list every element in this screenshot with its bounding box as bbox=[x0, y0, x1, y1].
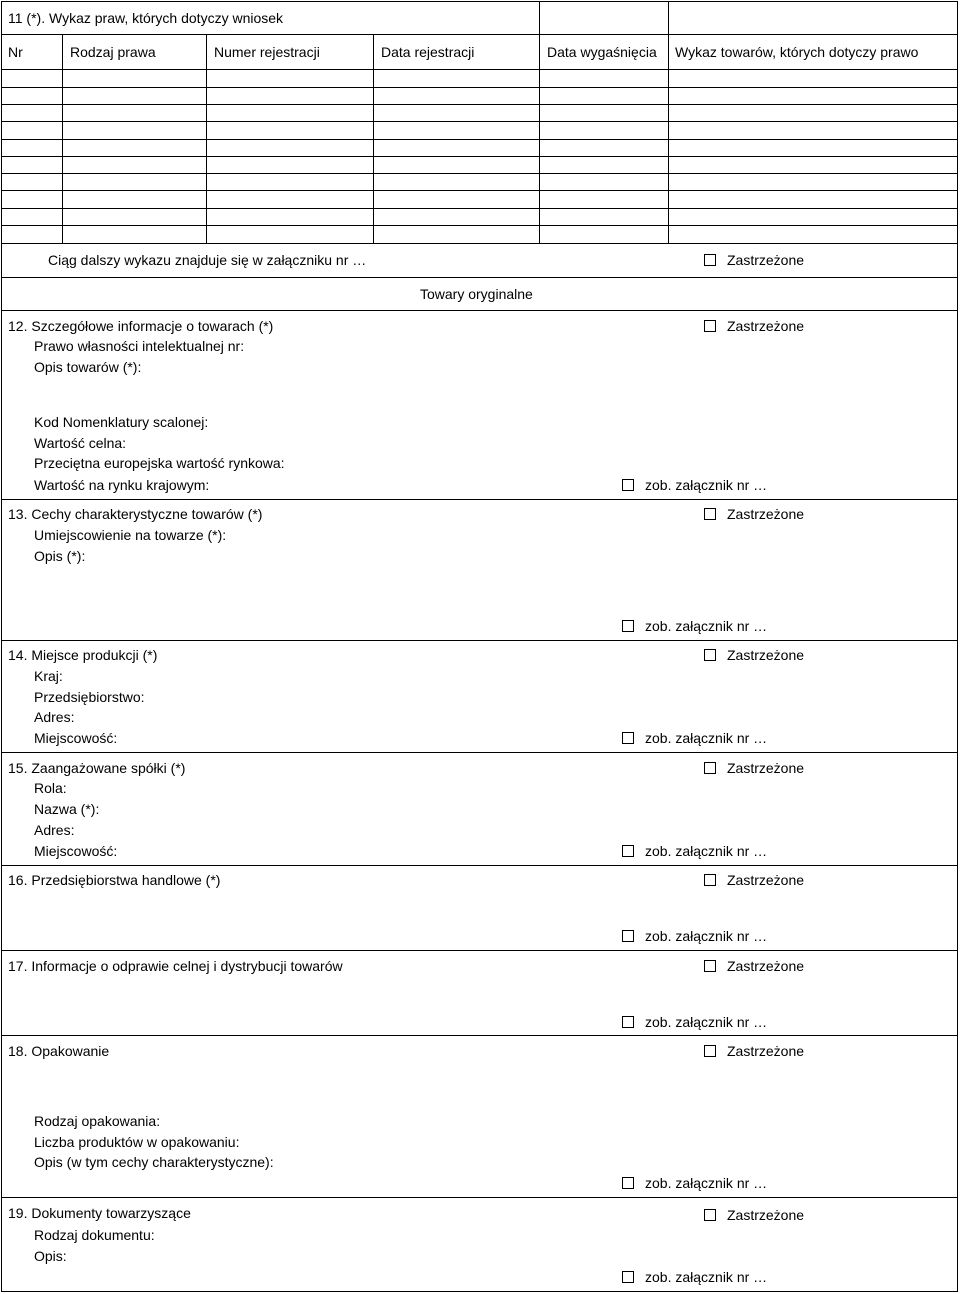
col-header-registration-date: Data rejestracji bbox=[381, 44, 475, 60]
row-line bbox=[1, 139, 958, 140]
document-description-label: Opis: bbox=[34, 1248, 67, 1264]
row-line bbox=[1, 173, 958, 174]
annex-label: zob. załącznik nr … bbox=[645, 1175, 768, 1191]
restricted-label: Zastrzeżone bbox=[727, 958, 805, 974]
annex-checkbox[interactable] bbox=[622, 1177, 634, 1189]
document-type-label: Rodzaj dokumentu: bbox=[34, 1227, 155, 1243]
divider bbox=[1, 1035, 958, 1036]
annex-label: zob. załącznik nr … bbox=[645, 730, 768, 746]
restricted-checkbox[interactable] bbox=[704, 960, 716, 972]
annex-checkbox[interactable] bbox=[622, 479, 634, 491]
form-border-right bbox=[957, 1, 958, 1292]
restricted-checkbox[interactable] bbox=[704, 874, 716, 886]
annex-checkbox[interactable] bbox=[622, 1271, 634, 1283]
packaging-description-label: Opis (w tym cechy charakterystyczne): bbox=[34, 1154, 274, 1170]
name-label: Nazwa (*): bbox=[34, 801, 100, 817]
section18-title: 18. Opakowanie bbox=[8, 1043, 110, 1059]
section16-title: 16. Przedsiębiorstwa handlowe (*) bbox=[8, 872, 221, 888]
divider bbox=[1, 640, 958, 641]
original-goods-heading: Towary oryginalne bbox=[420, 286, 533, 302]
restricted-checkbox[interactable] bbox=[704, 1209, 716, 1221]
annex-checkbox[interactable] bbox=[622, 930, 634, 942]
restricted-label: Zastrzeżone bbox=[727, 1043, 805, 1059]
row-line bbox=[1, 190, 958, 191]
annex-checkbox[interactable] bbox=[622, 620, 634, 632]
eu-market-value-label: Przeciętna europejska wartość rynkowa: bbox=[34, 455, 285, 471]
col-header-goods-list: Wykaz towarów, których dotyczy prawo bbox=[675, 44, 919, 60]
section11-title: 11 (*). Wykaz praw, których dotyczy wniosek bbox=[8, 10, 284, 26]
row-line bbox=[1, 156, 958, 157]
table-bottom bbox=[1, 243, 958, 244]
products-in-package-label: Liczba produktów w opakowaniu: bbox=[34, 1134, 240, 1150]
goods-description-label: Opis towarów (*): bbox=[34, 359, 142, 375]
row-line bbox=[1, 208, 958, 209]
section17-title: 17. Informacje o odprawie celnej i dystrybucji towarów bbox=[8, 958, 343, 974]
restricted-label: Zastrzeżone bbox=[727, 318, 805, 334]
section14-title: 14. Miejsce produkcji (*) bbox=[8, 647, 158, 663]
location-on-goods-label: Umiejscowienie na towarze (*): bbox=[34, 527, 227, 543]
form-border-left bbox=[1, 1, 2, 1292]
restricted-label: Zastrzeżone bbox=[727, 872, 805, 888]
ip-right-label: Prawo własności intelektualnej nr: bbox=[34, 338, 245, 354]
cn-code-label: Kod Nomenklatury scalonej: bbox=[34, 414, 209, 430]
col-header-registration-number: Numer rejestracji bbox=[214, 44, 320, 60]
restricted-label: Zastrzeżone bbox=[727, 1207, 805, 1223]
form-border-bottom bbox=[1, 1291, 958, 1292]
restricted-checkbox[interactable] bbox=[704, 762, 716, 774]
continuation-note: Ciąg dalszy wykazu znajduje się w załączniku nr … bbox=[48, 252, 367, 268]
divider bbox=[1, 752, 958, 753]
form-border-top bbox=[1, 1, 958, 2]
annex-label: zob. załącznik nr … bbox=[645, 618, 768, 634]
description-label: Opis (*): bbox=[34, 548, 86, 564]
row-line bbox=[1, 104, 958, 105]
restricted-checkbox[interactable] bbox=[704, 1045, 716, 1057]
annex-checkbox[interactable] bbox=[622, 732, 634, 744]
section19-title: 19. Dokumenty towarzyszące bbox=[8, 1205, 191, 1221]
table-header-top bbox=[1, 34, 958, 35]
header-divider-2 bbox=[668, 1, 669, 34]
divider bbox=[1, 950, 958, 951]
col-header-nr: Nr bbox=[8, 44, 23, 60]
customs-value-label: Wartość celna: bbox=[34, 435, 127, 451]
domestic-value-label: Wartość na rynku krajowym: bbox=[34, 477, 210, 493]
annex-checkbox[interactable] bbox=[622, 1016, 634, 1028]
annex-label: zob. załącznik nr … bbox=[645, 1014, 768, 1030]
restricted-label: Zastrzeżone bbox=[727, 252, 805, 268]
row-line bbox=[1, 87, 958, 88]
restricted-label: Zastrzeżone bbox=[727, 647, 805, 663]
section13-title: 13. Cechy charakterystyczne towarów (*) bbox=[8, 506, 263, 522]
packaging-type-label: Rodzaj opakowania: bbox=[34, 1113, 161, 1129]
restricted-checkbox[interactable] bbox=[704, 649, 716, 661]
role-label: Rola: bbox=[34, 780, 67, 796]
divider bbox=[1, 499, 958, 500]
restricted-checkbox[interactable] bbox=[704, 320, 716, 332]
city-label: Miejscowość: bbox=[34, 730, 118, 746]
company-label: Przedsiębiorstwo: bbox=[34, 689, 145, 705]
divider bbox=[1, 310, 958, 311]
annex-label: zob. załącznik nr … bbox=[645, 477, 768, 493]
col-header-expiry-date: Data wygaśnięcia bbox=[547, 44, 657, 60]
annex-label: zob. załącznik nr … bbox=[645, 928, 768, 944]
col-header-right-type: Rodzaj prawa bbox=[70, 44, 156, 60]
city-label: Miejscowość: bbox=[34, 843, 118, 859]
divider bbox=[1, 865, 958, 866]
annex-label: zob. załącznik nr … bbox=[645, 1269, 768, 1285]
annex-label: zob. załącznik nr … bbox=[645, 843, 768, 859]
restricted-label: Zastrzeżone bbox=[727, 506, 805, 522]
section15-title: 15. Zaangażowane spółki (*) bbox=[8, 760, 186, 776]
header-divider-1 bbox=[539, 1, 540, 34]
divider bbox=[1, 277, 958, 278]
section12-title: 12. Szczegółowe informacje o towarach (*) bbox=[8, 318, 274, 334]
row-line bbox=[1, 69, 958, 70]
address-label: Adres: bbox=[34, 709, 75, 725]
row-line bbox=[1, 121, 958, 122]
annex-checkbox[interactable] bbox=[622, 845, 634, 857]
restricted-checkbox[interactable] bbox=[704, 508, 716, 520]
restricted-label: Zastrzeżone bbox=[727, 760, 805, 776]
address-label: Adres: bbox=[34, 822, 75, 838]
restricted-checkbox[interactable] bbox=[704, 254, 716, 266]
row-line bbox=[1, 225, 958, 226]
divider bbox=[1, 1197, 958, 1198]
country-label: Kraj: bbox=[34, 668, 63, 684]
